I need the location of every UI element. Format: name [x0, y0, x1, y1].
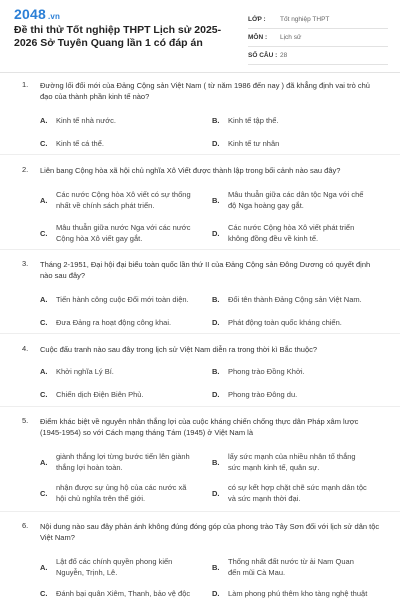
exam-page: 2048 .vn Đề thi thử Tốt nghiệp THPT Lịch sử 2025-2026 Sở Tuyên Quang lần 1 có đáp án LỚP : Tốt nghiệp THPT MÔN : Lịch sử SỐ CÂU : 28 1. Đường lối đổi mới của Đảng Cộng sản Việt Nam ( từ năm 1986 đến nay ) đã khẳng định vai trò chủ đạo của thành phần kinh tế nào? A. Kinh tế nhà nước. B. Kinh tế tập thể. C. Kinh tế cá thể. D. Kinh tế tư nhân 2. Liên bang Cộng hòa xã hội chủ nghĩa Xô Viết được thành lập trong bối cảnh nào sau đây? A. Các nước Cộng hòa Xô viết có sự thống nhất về chính sách phát triển. B. Mâu thuẫn giữa các dân tộc Nga với chế độ Nga hoàng gay gắt. C. Mâu thuẫn giữa nước Nga với các nước Cộng hòa Xô viết gay gắt. D. Các nước Cộng hòa Xô viết phát triển không đồng đều về kinh tế. 3. Tháng 2-1951, Đại hội đại biểu toàn quốc lần thứ II của Đảng Cộng sản Đông Dương có quyết định nào sau đây? A. Tiến hành công cuộc Đổi mới toàn diện. B. Đổi tên thành Đảng Cộng sản Việt Nam. C. Đưa Đảng ra hoạt động công khai. D. Phát động toàn quốc kháng chiến. 4. Cuộc đấu tranh nào sau đây trong lịch sử Việt Nam diễn ra trong thời kì Bắc thuộc? A. Khởi nghĩa Lý Bí. B. Phong trào Đồng Khởi. C. Chiến dịch Điện Biên Phủ. D. Phong trào Đông du. 5. Điểm khác biệt về nguyên nhân thắng lợi của cuộc kháng chiến chống thực dân Pháp xâm lược (1945-1954) so với Cách mạng tháng Tám (1945) ở Việt Nam là A. giành thắng lợi từng bước tiến lên giành thắng lợi hoàn toàn. B. lấy sức mạnh của nhiều nhân tố thắng sức mạnh kinh tế, quân sự. C. nhận được sự ủng hộ của các nước xã hội chủ nghĩa trên thế giới. D. có sự kết hợp chặt chẽ sức mạnh dân tộc và sức mạnh thời đại. 6. Nội dung nào sau đây phản ánh không đúng đóng góp của phong trào Tây Sơn đối với lịch sử dân tộc Việt Nam? A. Lật đổ các chính quyền phong kiến Nguyễn, Trịnh, Lê. B. Thống nhất đất nước từ ải Nam Quan đến mũi Cà Mau. C. Đánh bại quân Xiêm, Thanh, bảo vệ độc D. Làm phong phú thêm kho tàng nghệ thuật — [0, 0, 400, 600]
meta-question-count: SỐ CÂU : 28 — [248, 47, 388, 65]
question-divider — [0, 511, 400, 512]
question-number: 1. — [22, 80, 29, 89]
header-divider — [0, 72, 400, 73]
question-text: Cuộc đấu tranh nào sau đây trong lịch sử Việt Nam diễn ra trong thời kì Bắc thuộc? — [40, 345, 318, 354]
meta-subject: MÔN : Lịch sử — [248, 29, 388, 47]
question-number: 4. — [22, 344, 29, 353]
question-text: Tháng 2-1951, Đại hội đại biểu toàn quốc lần thứ II của Đảng Cộng sản Đông Dương có quyết định nào sau đây? — [40, 260, 371, 280]
question-divider — [0, 406, 400, 407]
header — [0, 0, 400, 70]
question-divider — [0, 154, 400, 155]
exam-meta — [248, 11, 388, 65]
question-number: 2. — [22, 165, 29, 174]
question-text: Nội dung nào sau đây phản ánh không đúng đóng góp của phong trào Tây Sơn đối với lịch sử dân tộc Việt Nam? — [40, 522, 380, 542]
question-text: Đường lối đổi mới của Đảng Cộng sản Việt Nam ( từ năm 1986 đến nay ) đã khẳng định vai trò chủ đạo của thành phần kinh tế nào? — [40, 81, 370, 101]
meta-class: LỚP : Tốt nghiệp THPT — [248, 11, 388, 29]
question-number: 3. — [22, 259, 29, 268]
site-logo[interactable]: 2048 .vn — [14, 6, 61, 22]
question-number: 5. — [22, 416, 29, 425]
question-divider — [0, 249, 400, 250]
question-text: Liên bang Cộng hòa xã hội chủ nghĩa Xô Viết được thành lập trong bối cảnh nào sau đây? — [40, 166, 341, 175]
question-number: 6. — [22, 521, 29, 530]
question-divider — [0, 333, 400, 334]
question-text: Điểm khác biệt về nguyên nhân thắng lợi của cuộc kháng chiến chống thực dân Pháp xâm lược (1945-1954) so với Cách mạng tháng Tám (1945) ở Việt Nam là — [40, 417, 359, 437]
page-title: Đề thi thử Tốt nghiệp THPT Lịch sử 2025-2026 Sở Tuyên Quang lần 1 có đáp án — [14, 24, 222, 49]
